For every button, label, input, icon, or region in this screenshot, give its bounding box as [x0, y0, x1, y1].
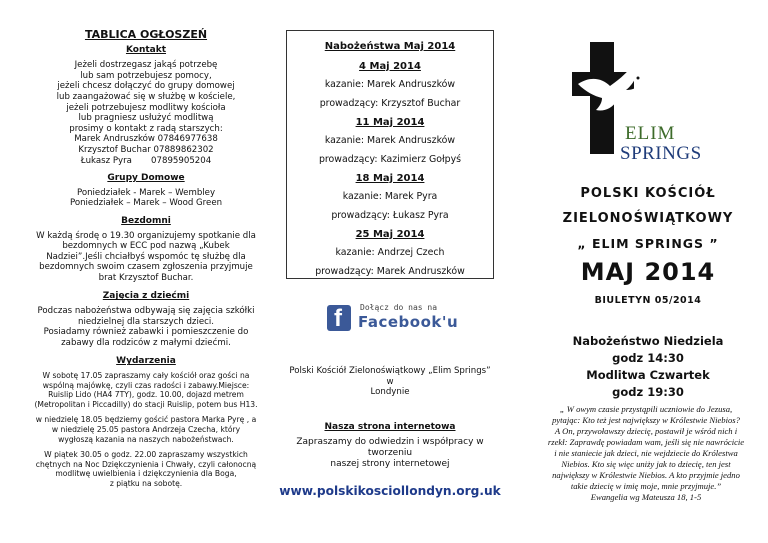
- board-title: TABLICA OGŁOSZEŃ: [84, 28, 208, 41]
- website-text: [282, 437, 498, 470]
- event-majowka: [26, 371, 266, 409]
- logo-elim-text: ELIM: [625, 123, 676, 144]
- service-date: 11 Maj 2014: [355, 117, 425, 128]
- event-line: modlitwę uwielbienia i dziękczynienia dla Boga,: [55, 469, 237, 479]
- church-name-line1: POLSKI KOŚCIÓŁ: [580, 186, 716, 201]
- wydarzenia-text: [26, 371, 266, 489]
- service-date: 25 Maj 2014: [355, 229, 425, 240]
- kontakt-line: Marek Andruszków 07846977638: [74, 134, 218, 145]
- service-preacher: kazanie: Marek Andruszków: [324, 135, 456, 146]
- verse-line: pytając: Kto też jest największy w Królestwie Niebios?: [552, 415, 740, 425]
- kontakt-line: jeżeli potrzebujesz modlitwy kościoła: [66, 102, 226, 113]
- event-line: wspólną majówkę, czyli czas radości i zabawy.Miejsce:: [42, 380, 250, 390]
- event-line: (Metropolitan i Piccadilly) do stacji Ruislip, potem bus H13.: [34, 399, 258, 409]
- service-preacher: kazanie: Andrzej Czech: [335, 247, 445, 258]
- service-leader: prowadzący: Marek Andruszków: [315, 266, 465, 277]
- verse-line: takie dziecię w imię moje, mnie przyjmuje.”: [570, 481, 722, 491]
- event-line: W sobotę 17.05 zapraszamy cały kościół oraz gości na: [42, 371, 250, 381]
- bezdomni-line: brat Krzysztof Buchar.: [98, 272, 194, 283]
- website-heading: Nasza strona internetowa: [324, 422, 456, 432]
- logo-springs-text: SPRINGS: [620, 143, 702, 164]
- zajecia-line: niedzielnej dla starszych dzieci.: [78, 316, 214, 327]
- announcements-column: [26, 30, 266, 489]
- kontakt-line: Łukasz Pyra 07895905204: [80, 155, 212, 166]
- grupy-heading: Grupy Domowe: [107, 173, 185, 184]
- service-date: 18 Maj 2014: [355, 173, 425, 184]
- bezdomni-line: bezdomnych w ECC pod nazwą „Kubek: [62, 241, 230, 252]
- grupy-text: [26, 188, 266, 209]
- service-preacher: kazanie: Marek Andruszków: [324, 79, 456, 90]
- schedule: [540, 333, 756, 401]
- event-line: wygłoszą kazania na naszych nabożeństwach.: [58, 434, 234, 444]
- zajecia-line: Posiadamy również zabawki i pomieszczenie do: [43, 327, 249, 338]
- event-line: W piątek 30.05 o godz. 22.00 zapraszamy wszystkich: [44, 450, 248, 460]
- event-line: w niedzielę 25.05 pastora Andrzeja Czecha, który: [51, 425, 241, 434]
- event-line: chętnych na Noc Dziękczynienia i Chwały, czyli całonocną: [35, 459, 257, 469]
- facebook-icon: f: [327, 305, 351, 331]
- event-night-prayer: [26, 450, 266, 488]
- church-name-line3: „ ELIM SPRINGS ”: [577, 236, 719, 251]
- services-box: [286, 30, 494, 279]
- event-line: z piątku na sobotę.: [109, 478, 183, 488]
- verse-line: A On, przywoławszy dziecię, postawił je wśród nich i: [554, 426, 738, 436]
- facebook-banner[interactable]: [327, 303, 459, 335]
- schedule-thursday: Modlitwa Czwartek: [586, 368, 710, 382]
- grupy-line: Poniedziałek - Marek – Wembley: [76, 187, 216, 198]
- facebook-label: Facebook'u: [358, 313, 459, 331]
- schedule-sunday: Nabożeństwo Niedziela: [572, 334, 724, 348]
- verse-line: rzekł: Zaprawdę powiadam wam, jeśli się nie nawrócicie: [547, 437, 745, 447]
- service-date: 4 Maj 2014: [359, 61, 421, 72]
- facebook-invite-text: Dołącz do nas na: [360, 303, 438, 312]
- bezdomni-text: [26, 231, 266, 284]
- church-caption-line: Polski Kościół Zielonoświątkowy „Elim Springs” w: [289, 366, 491, 387]
- kontakt-line: Jeżeli dostrzegasz jakąś potrzebę: [74, 60, 218, 71]
- website-line: naszej strony internetowej: [330, 459, 450, 469]
- service-leader: prowadzący: Kazimierz Gołpyś: [318, 154, 462, 165]
- kontakt-line: Krzysztof Buchar 07889862302: [78, 144, 214, 155]
- kontakt-line: lub zaangażować się w służbę w kościele,: [56, 91, 236, 102]
- kontakt-line: lub pragniesz usłużyć modlitwą: [78, 113, 214, 124]
- schedule-sunday-time: godz 14:30: [612, 351, 684, 365]
- zajecia-line: zabawy dla rodziców z małymi dziećmi.: [61, 337, 231, 348]
- bezdomni-line: W każdą środę o 19.30 organizujemy spotkanie dla: [36, 230, 256, 241]
- bezdomni-line: Nadziei”.Jeśli chciałbyś wspomóc tę służbę dla: [46, 251, 246, 262]
- verse-line: „ W owym czasie przystąpili uczniowie do Jezusa,: [559, 404, 733, 414]
- grupy-line: Poniedziałek – Marek – Wood Green: [69, 198, 223, 209]
- website-url-link[interactable]: www.polskikosciollondyn.org.uk: [279, 484, 501, 498]
- services-title: Nabożeństwa Maj 2014: [324, 41, 456, 52]
- schedule-thursday-time: godz 19:30: [612, 385, 684, 399]
- bulletin-month: MAJ 2014: [580, 258, 716, 286]
- zajecia-heading: Zajęcia z dziećmi: [102, 291, 190, 302]
- zajecia-text: [26, 306, 266, 348]
- website-line: Zapraszamy do odwiedzin i współpracy w tworzeniu: [296, 437, 484, 458]
- church-name-line2: ZIELONOŚWIĄTKOWY: [562, 211, 734, 226]
- bezdomni-line: bezdomnych swoim czasem zgłoszenia przyjmuje: [39, 262, 253, 273]
- service-leader: prowadzący: Łukasz Pyra: [331, 210, 449, 221]
- bezdomni-heading: Bezdomni: [121, 215, 171, 226]
- event-line: Ruislip Lido (HA4 7TY), godz. 10.00, dojazd metrem: [48, 390, 244, 400]
- service-preacher: kazanie: Marek Pyra: [342, 191, 438, 202]
- verse-line: i nie staniecie jak dzieci, nie wejdziecie do Królestwa: [554, 448, 738, 458]
- service-leader: prowadzący: Krzysztof Buchar: [319, 98, 461, 109]
- zajecia-line: Podczas nabożeństwa odbywają się zajęcia szkółki: [37, 306, 255, 317]
- verse-reference: Ewangelia wg Mateusza 18, 1-5: [590, 492, 702, 502]
- kontakt-line: jeżeli chcesz dołączyć do grupy domowej: [57, 81, 235, 92]
- kontakt-line: lub sam potrzebujesz pomocy,: [80, 70, 212, 81]
- bulletin-number: BIULETYN 05/2014: [594, 295, 702, 306]
- verse-line: największy w Królestwie Niebios. A kto przyjmie jedno: [552, 470, 740, 480]
- event-line: w niedzielę 18.05 będziemy gościć pastora Marka Pyrę , a: [35, 415, 257, 425]
- verse-line: Niebios. Kto się więc uniży jak to dziecię, ten jest: [561, 459, 731, 469]
- bible-verse: [528, 404, 764, 503]
- church-caption: [286, 366, 494, 398]
- kontakt-line: prosimy o kontakt z radą starszych:: [69, 123, 223, 134]
- kontakt-text: [26, 60, 266, 166]
- church-caption-line: Londynie: [370, 387, 410, 398]
- kontakt-heading: Kontakt: [125, 44, 167, 55]
- wydarzenia-heading: Wydarzenia: [116, 356, 176, 367]
- event-pastors: [26, 415, 266, 444]
